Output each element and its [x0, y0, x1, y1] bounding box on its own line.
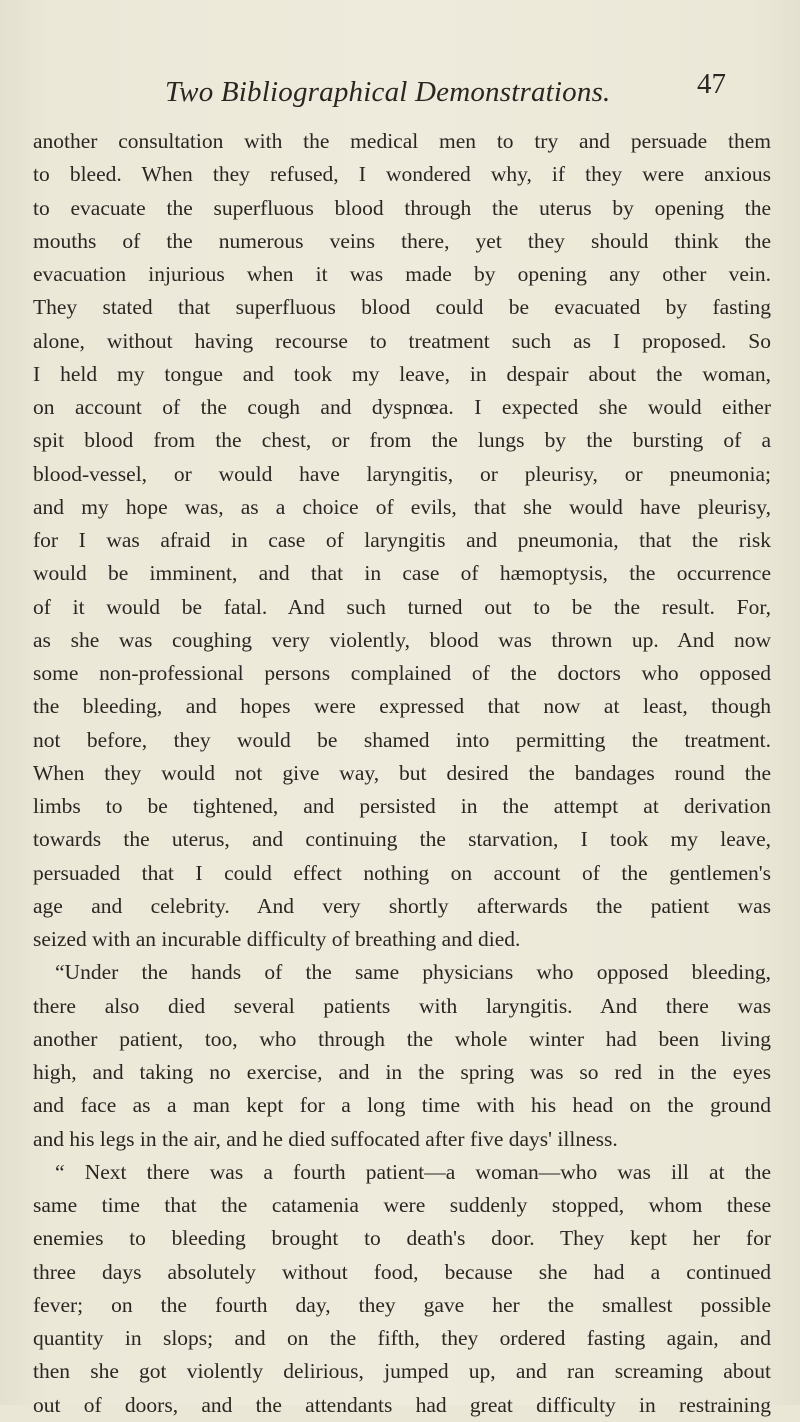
text-line: as she was coughing very violently, blood was thrown up. And now [33, 627, 771, 652]
text-line: and my hope was, as a choice of evils, that she would have pleurisy, [33, 494, 771, 519]
text-line: towards the uterus, and continuing the starvation, I took my leave, [33, 827, 771, 852]
text-line: limbs to be tightened, and persisted in the attempt at derivation [33, 794, 771, 818]
text-line: another patient, too, who through the whole winter had been living [33, 1026, 771, 1051]
text-line: for I was afraid in case of laryngitis and pneumonia, that the risk [33, 528, 771, 552]
text-line: I held my tongue and took my leave, in despair about the woman, [33, 361, 771, 386]
text-line: alone, without having recourse to treatment such as I proposed. So [33, 328, 771, 353]
text-line: some non-professional persons complained of the doctors who opposed [33, 661, 771, 685]
text-line: then she got violently delirious, jumped up, and ran screaming about [33, 1359, 771, 1384]
text-line: of it would be fatal. And such turned out to be the result. For, [33, 594, 771, 619]
text-line: blood-vessel, or would have laryngitis, or pleurisy, or pneumonia; [33, 461, 771, 486]
text-line: spit blood from the chest, or from the lungs by the bursting of a [33, 428, 771, 453]
text-line: there also died several patients with laryngitis. And there was [33, 993, 771, 1018]
text-line: and his legs in the air, and he died suffocated after five days' illness. [33, 1126, 618, 1151]
text-line: evacuation injurious when it was made by opening any other vein. [33, 262, 771, 286]
text-line: enemies to bleeding brought to death's door. They kept her for [33, 1226, 771, 1251]
text-line: same time that the catamenia were suddenly stopped, whom these [33, 1193, 771, 1217]
text-line: three days absolutely without food, because she had a continued [33, 1259, 771, 1284]
text-line: high, and taking no exercise, and in the spring was so red in the eyes [33, 1060, 771, 1084]
text-line: the bleeding, and hopes were expressed that now at least, though [33, 694, 771, 719]
page-number: 47 [697, 68, 726, 100]
text-line: and face as a man kept for a long time with his head on the ground [33, 1093, 771, 1118]
text-line: “Under the hands of the same physicians who opposed bleeding, [55, 960, 771, 985]
text-line: another consultation with the medical men to try and persuade them [33, 129, 771, 153]
running-title: Two Bibliographical Demonstrations. [165, 76, 611, 108]
text-line: out of doors, and the attendants had great difficulty in restraining [33, 1392, 771, 1417]
text-line: “ Next there was a fourth patient—a woman—who was ill at the [55, 1159, 771, 1184]
body-text [33, 125, 771, 1422]
text-line: to bleed. When they refused, I wondered why, if they were anxious [33, 162, 771, 187]
page-header [0, 68, 800, 116]
text-line: When they would not give way, but desired the bandages round the [33, 760, 771, 785]
text-line: on account of the cough and dyspnœa. I expected she would either [33, 395, 771, 419]
text-line: fever; on the fourth day, they gave her the smallest possible [33, 1292, 771, 1317]
text-line: seized with an incurable difficulty of breathing and died. [33, 927, 521, 951]
text-line: persuaded that I could effect nothing on account of the gentlemen's [33, 860, 771, 885]
text-line: to evacuate the superfluous blood through the uterus by opening the [33, 195, 771, 220]
text-line: mouths of the numerous veins there, yet they should think the [33, 228, 771, 253]
text-line: age and celebrity. And very shortly afterwards the patient was [33, 893, 771, 918]
text-line: not before, they would be shamed into permitting the treatment. [33, 727, 771, 752]
text-line: They stated that superfluous blood could be evacuated by fasting [33, 295, 771, 320]
text-line: quantity in slops; and on the fifth, they ordered fasting again, and [33, 1326, 771, 1350]
text-line: would be imminent, and that in case of hæmoptysis, the occurrence [33, 561, 771, 586]
